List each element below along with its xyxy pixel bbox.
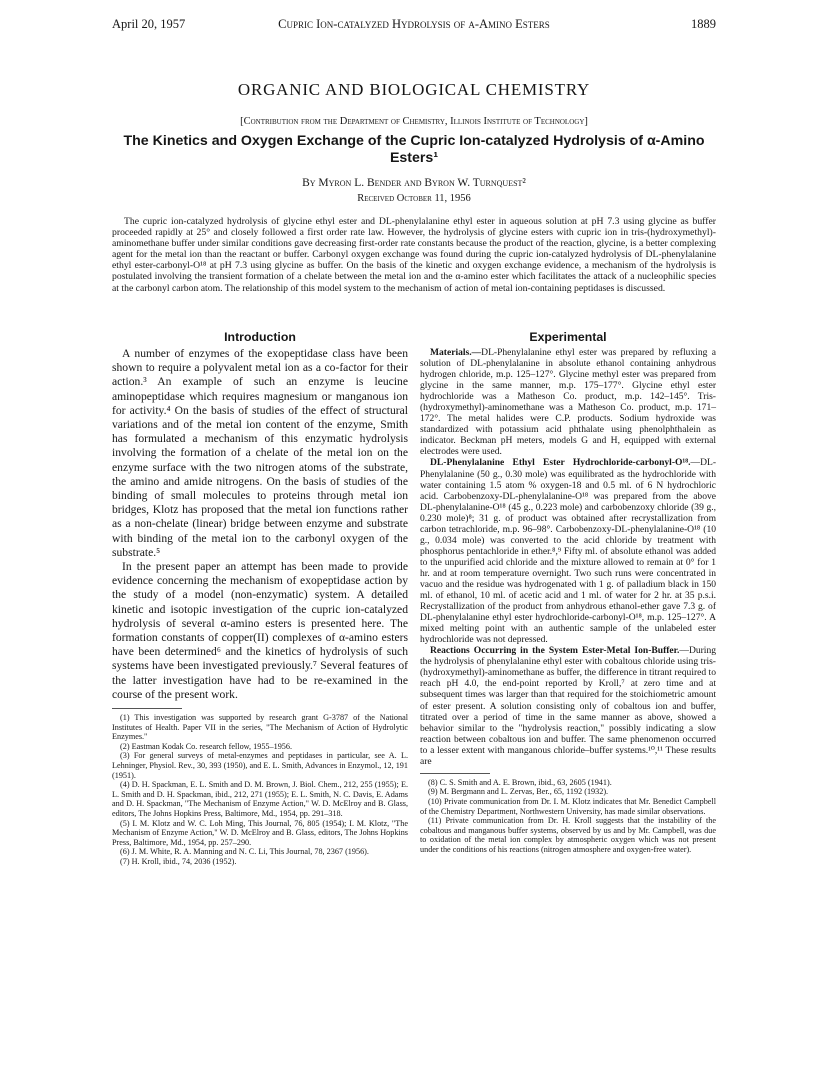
materials-runin: Materials.— [430,347,482,358]
footnote-1: (1) This investigation was supported by research grant G-3787 of the National Institutes of Health. Paper VII in the series, "The Mechanism of Action of Hydrolytic Enzymes." [112,713,408,742]
footnote-rule [112,708,182,709]
footnote-rule-right [420,773,490,774]
materials-paragraph [420,347,716,457]
footnote-11: (11) Private communication from Dr. H. Kroll suggests that the instability of the cobaltous and manganous buffer systems, observed by us and by Mr. Campbell, was due to oxidation of the metal ion complex by atmospheric oxygen which was not present under the conditions of his reactions (nitrogen atmosphere and oxygen-free water). [420,816,716,854]
footnote-3: (3) For general surveys of metal-enzymes and peptidases in particular, see A. L. Lehninger, Physiol. Rev., 30, 393 (1950), and E. L. Smith, Advances in Enzymol., 12, 191 (1951). [112,751,408,780]
footnote-8: (8) C. S. Smith and A. E. Brown, ibid., 63, 2605 (1941). [428,777,612,787]
intro-paragraph-2: In the present paper an attempt has been made to provide evidence concerning the mechanism of exopeptidase action by the study of a model (non-enzymatic) system. A detailed kinetic and isotopic investigation of the cupric ion-catalyzed hydrolysis of several α-amino esters is presented here. The formation constants of copper(II) complexes of α-amino esters have been determined⁶ and the kinetics of hydrolysis of such systems have been investigated previously.⁷ Several features of the latter investigation have had to be re-examined in the course of the present work. [112,560,408,701]
right-column [420,330,716,855]
footnote-9: (9) M. Bergmann and L. Zervas, Ber., 65, 1192 (1932). [428,787,609,797]
section-heading: ORGANIC AND BIOLOGICAL CHEMISTRY [237,80,591,99]
header-page-number: 1889 [691,17,716,31]
left-column [112,330,408,867]
footnote-10: (10) Private communication from Dr. I. M. Klotz indicates that Mr. Benedict Campbell of the Chemistry Department, Northwestern University, has made similar observations. [420,796,716,816]
materials-text: DL-Phenylalanine ethyl ester was prepared by refluxing a solution of DL-phenylalanine in absolute ethanol containing anhydrous hydrogen chloride, m.p. 125–127°. Glycine methyl ester was prepared from glycine in the same manner, m.p. 175–177°. Glycine ethyl ester hydrochloride was a Matheson Co. product, m.p. 142–145°. Tris-(hydroxymethyl)-aminomethane was a Matheson Co. product, m.p. 171–172°. The metal halides were C.P. products. Sodium hydroxide was standardized with potassium acid phthalate using phenolphthalein as indicator. Beckman pH meters, models G and H, equipped with external electrodes were used. [420,347,716,458]
labeled-ester-paragraph [420,457,716,645]
running-header [112,17,716,33]
intro-paragraph-1: A number of enzymes of the exopeptidase class have been shown to require a polyvalent metal ion as a co-factor for their action.³ An example of such an enzyme is leucine aminopeptidase which requires magnesium or manganous ion for activity.⁴ On the basis of studies of the effect of structural variations and of the metal ion content of the enzyme, Smith has formulated a mechanism of this enzymatic hydrolysis involving the formation of a chelate of the metal ion on the enzyme surface with the two nitrogen atoms of the substrate, the amino and amide nitrogens. On the basis of studies of the binding of small molecules to proteins through metal ion bridges, Klotz has proposed that the metal ion functions rather as a non-chelate (linear) bridge between enzyme and substrate with binding of the metal ion to the carbonyl oxygen of the substrate.⁵ [112,347,408,559]
footnote-4: (4) D. H. Spackman, E. L. Smith and D. M. Brown, J. Biol. Chem., 212, 255 (1955); E. L. Smith and D. H. Spackman, ibid., 212, 271 (1955); E. L. Smith, N. C. Davis, E. Adams and D. H. Spackman, "The Mechanism of Enzyme Action," W. D. McElroy and B. Glass, editors, The Johns Hopkins Press, Baltimore, Md., 1954, pp. 291–318. [112,780,408,819]
article-title: The Kinetics and Oxygen Exchange of the Cupric Ion-catalyzed Hydrolysis of α-Amino Esters¹ [123,133,705,166]
authors-line: By Myron L. Bender and Byron W. Turnquest² [302,177,526,189]
reactions-runin: Reactions Occurring in the System Ester-Metal Ion-Buffer. [430,645,680,657]
footnote-5: (5) I. M. Klotz and W. C. Loh Ming, This Journal, 76, 805 (1954); I. M. Klotz, "The Mechanism of Enzyme Action," W. D. McElroy and B. Glass, editors, The Johns Hopkins Press, Baltimore, Md., 1954, pp. 257–290. [112,818,408,847]
introduction-heading: Introduction [224,330,296,344]
received-date: Received October 11, 1956 [357,193,471,204]
labeled-ester-runin: DL-Phenylalanine Ethyl Ester Hydrochloride-carbonyl-O¹⁸. [430,457,691,469]
header-date: April 20, 1957 [112,17,186,31]
footnote-2: (2) Eastman Kodak Co. research fellow, 1955–1956. [120,741,293,751]
abstract: The cupric ion-catalyzed hydrolysis of glycine ethyl ester and DL-phenylalanine ethyl ester in aqueous solution at pH 7.3 using glycine as buffer proceeded rapidly at 25° and closely followed a first order rate law. However, the hydrolysis of glycine esters with cupric ion in tris-(hydroxymethyl)-aminomethane buffer under similar conditions gave decreasing first-order rate constants because the product of the reaction, glycine, is a better complexing agent for the metal ion than the reactant or buffer. Carbonyl oxygen exchange was found during the cupric ion-catalyzed hydrolysis of DL-phenylalanine ethyl ester-carbonyl-O¹⁸ at pH 7.3 using glycine as buffer. On the basis of the kinetic and oxygen exchange evidence, a mechanism of the hydrolysis is postulated involving the transient formation of a chelate between the metal ion and the α-amino ester which facilitates the attack of a nucleophilic species at the carbonyl carbon atom. The relationship of this model system to the mechanism of action of metal ion-containing peptidases is discussed. [112,216,716,294]
footnote-7: (7) H. Kroll, ibid., 74, 2036 (1952). [120,856,237,866]
reactions-paragraph [420,645,716,767]
reactions-text: —During the hydrolysis of phenylalanine ethyl ester with cobaltous chloride using tris-(hydroxymethyl)-aminomethane as buffer, the difference in titrant required to reach pH 4.0, the end-point reported by Kroll,⁷ at zero time and at subsequent times was larger than that required for the stoichiometric amount of ester present. A solution consisting only of cobaltous ion and buffer, titrated over a period of time in the same manner as above, showed a behavior similar to the "hydrolysis reaction," possibly indicating a slow reaction between cobaltous ion and buffer. The same phenomenon occurred to a lesser extent with manganous chloride–buffer systems.¹⁰,¹¹ These results are [420,645,716,767]
experimental-heading: Experimental [529,330,607,344]
contribution-line: [Contribution from the Department of Chemistry, Illinois Institute of Technology] [240,116,588,127]
header-running-title: Cupric Ion-catalyzed Hydrolysis of α-Amino Esters [278,17,550,31]
labeled-ester-text: —DL-Phenylalanine (50 g., 0.30 mole) was equilibrated as the hydrochloride with water containing 1.5 atom % oxygen-18 and 0.5 ml. of 6 N hydrochloric acid. Carbobenzoxy-DL-phenylalanine-O¹⁸ was prepared from the above DL-phenylalanine-O¹⁸ (45 g., 0.223 mole) and carbobenzoxy chloride (39 g., 0.230 mole)⁸; 31 g. of product was obtained after recrystallization from carbon tetrachloride, m.p. 96–98°. Carbobenzoxy-DL-phenylalanine-O¹⁸ (10 g., 0.034 mole) was converted to the acid chloride by treatment with phosphorus pentachloride in ether.⁸,⁹ Fifty ml. of absolute ethanol was added to the unpurified acid chloride and the mixture allowed to remain at 0° for 1 hr. and at room temperature overnight. Two such runs were concentrated in vacuo and the residue was hydrogenated with 1 g. of palladium black in 150 ml. of ethanol, 10 ml. of acetic acid and 1 ml. of water for 2 hr. at 35 p.s.i. Recrystallization of the product from anhydrous ethanol-ether gave 7.3 g. of DL-phenylalanine ethyl ester hydrochloride-carbonyl-O¹⁸, m.p. 125–127°. A mixed melting point with an authentic sample of the unlabeled ester hydrochloride was not depressed. [420,457,716,646]
footnote-6: (6) J. M. White, R. A. Manning and N. C. Li, This Journal, 78, 2367 (1956). [120,847,369,857]
